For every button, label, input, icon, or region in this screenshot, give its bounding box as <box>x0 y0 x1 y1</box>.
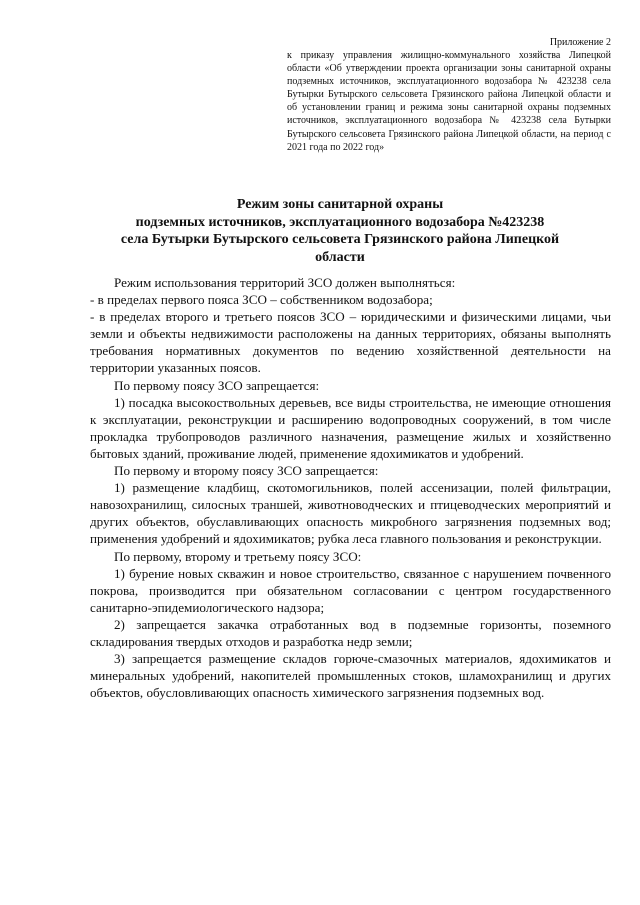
paragraph-intro: Режим использования территорий ЗСО должен выполняться: <box>114 275 456 290</box>
paragraph-first-second-zone-item-1: 1) размещение кладбищ, скотомогильников, полей ассенизации, полей фильтрации, навозохранилищ, силосных траншей, животноводческих и птицеводческих мероприятий и других объектов, обуславливающих опасность микробного загрязнения подземных вод; применения удобрений и ядохимикатов; рубка леса главного пользования и реконструкции. <box>90 480 611 547</box>
paragraph-first-second-zone-heading: По первому и второму поясу ЗСО запрещается: <box>114 463 379 479</box>
title-line-2: подземных источников, эксплуатационного водозабора №423238 <box>135 214 545 230</box>
appendix-title: Приложение 2 <box>549 37 611 48</box>
paragraph-all-zones-heading: По первому, второму и третьему поясу ЗСО: <box>114 548 362 564</box>
paragraph-all-zones-item-3: 3) запрещается размещение складов горюче-смазочных материалов, ядохимикатов и минеральных удобрений, накопителей промышленных стоков, шламохранилищ и других объектов, обусловливающих опасность химического загрязнения подземных вод. <box>90 651 611 701</box>
paragraph-all-zones-item-2: 2) запрещается закачка отработанных вод в подземные горизонты, поземного складирования твердых отходов и разработка недр земли; <box>90 616 611 649</box>
title-line-1: Режим зоны санитарной охраны <box>236 197 444 212</box>
title-line-3: села Бутырки Бутырского сельсовета Грязинского района Липецкой <box>120 232 560 248</box>
paragraph-first-zone-heading: По первому поясу ЗСО запрещается: <box>114 377 320 393</box>
paragraph-second-third-zone: - в пределах второго и третьего поясов ЗСО – юридическими и физическими лицами, чьи земли и объекты недвижимости расположены на данных территориях, обязаны выполнять требования нормативных документов по ведению хозяйственной деятельности на территории указанных поясов. <box>90 309 611 376</box>
paragraph-first-zone-item-1: 1) посадка высокоствольных деревьев, все виды строительства, не имеющие отношения к эксплуатации, реконструкции и расширению водопроводных сооружений, в том числе прокладка трубопроводов различного назначения, размещение жилых и хозяйственно бытовых зданий, проживание людей, применение ядохимикатов и удобрений. <box>90 394 611 461</box>
appendix-reference: к приказу управления жилищно-коммунального хозяйства Липецкой области «Об утверждении проекта организации зоны санитарной охраны подземных источников, эксплуатационного водозабора № 423238 села Бутырки Бутырского сельсовета Грязинского района Липецкой области и об установлении границ и режима зоны санитарной охраны подземных источников, эксплуатационного водозабора № 423238 села Бутырки Бутырского сельсовета Грязинского района Липецкой области, на период с 2021 года по 2022 год» <box>287 50 611 153</box>
document-title <box>60 196 620 266</box>
title-line-4: области <box>315 249 365 265</box>
paragraph-first-zone-owner: - в пределах первого пояса ЗСО – собственником водозабора; <box>90 292 433 308</box>
paragraph-all-zones-item-1: 1) бурение новых скважин и новое строительство, связанное с нарушением почвенного покрова, производится при обязательном согласовании с центром государственного санитарно-эпидемиологического надзора; <box>90 565 611 615</box>
document-body <box>90 274 611 701</box>
